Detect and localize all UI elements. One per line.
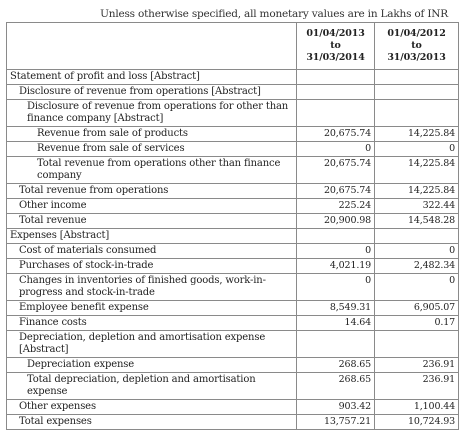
row-label: Total depreciation, depletion and amortisation expense xyxy=(7,373,297,400)
value-2013 xyxy=(375,331,459,358)
table-row xyxy=(7,415,459,430)
row-label: Disclosure of revenue from operations [Abstract] xyxy=(7,85,297,100)
value-2013: 14,225.84 xyxy=(375,157,459,184)
value-2013: 14,225.84 xyxy=(375,127,459,142)
table-row xyxy=(7,199,459,214)
row-label: Total expenses xyxy=(7,415,297,430)
row-label: Employee benefit expense xyxy=(7,301,297,316)
value-2013: 0.17 xyxy=(375,316,459,331)
value-2014: 268.65 xyxy=(297,373,375,400)
row-label: Depreciation, depletion and amortisation expense [Abstract] xyxy=(7,331,297,358)
row-label: Disclosure of revenue from operations for other than finance company [Abstract] xyxy=(7,100,297,127)
value-2014 xyxy=(297,85,375,100)
row-label: Total revenue xyxy=(7,214,297,229)
table-row xyxy=(7,70,459,85)
row-label: Changes in inventories of finished goods, work-in-progress and stock-in-trade xyxy=(7,274,297,301)
table-row xyxy=(7,316,459,331)
table-header-row xyxy=(7,23,459,70)
table-row xyxy=(7,400,459,415)
row-label: Total revenue from operations other than finance company xyxy=(7,157,297,184)
table-row xyxy=(7,331,459,358)
units-note: Unless otherwise specified, all monetary values are in Lakhs of INR xyxy=(100,8,448,20)
value-2014: 0 xyxy=(297,274,375,301)
value-2014 xyxy=(297,229,375,244)
row-label: Other expenses xyxy=(7,400,297,415)
value-2014: 4,021.19 xyxy=(297,259,375,274)
table-row xyxy=(7,214,459,229)
value-2013: 0 xyxy=(375,274,459,301)
value-2014 xyxy=(297,331,375,358)
value-2014: 20,675.74 xyxy=(297,157,375,184)
period-column-header-2013: 01/04/2012 to 31/03/2013 xyxy=(375,23,459,70)
value-2013: 236.91 xyxy=(375,358,459,373)
value-2013: 14,225.84 xyxy=(375,184,459,199)
value-2013: 0 xyxy=(375,142,459,157)
profit-loss-table xyxy=(6,22,459,430)
value-2013: 2,482.34 xyxy=(375,259,459,274)
value-2013: 14,548.28 xyxy=(375,214,459,229)
table-row xyxy=(7,244,459,259)
table-row xyxy=(7,358,459,373)
period-column-header-2014: 01/04/2013 to 31/03/2014 xyxy=(297,23,375,70)
value-2013 xyxy=(375,229,459,244)
value-2013 xyxy=(375,70,459,85)
value-2014: 13,757.21 xyxy=(297,415,375,430)
table-row xyxy=(7,274,459,301)
value-2014: 903.42 xyxy=(297,400,375,415)
value-2013 xyxy=(375,85,459,100)
table-row xyxy=(7,127,459,142)
label-column-header xyxy=(7,23,297,70)
row-label: Revenue from sale of services xyxy=(7,142,297,157)
table-row xyxy=(7,259,459,274)
value-2013: 10,724.93 xyxy=(375,415,459,430)
table-row xyxy=(7,142,459,157)
row-label: Revenue from sale of products xyxy=(7,127,297,142)
table-row xyxy=(7,100,459,127)
value-2014: 20,675.74 xyxy=(297,184,375,199)
table-row xyxy=(7,229,459,244)
row-label: Other income xyxy=(7,199,297,214)
value-2014: 20,675.74 xyxy=(297,127,375,142)
table-row xyxy=(7,85,459,100)
value-2014: 14.64 xyxy=(297,316,375,331)
value-2013 xyxy=(375,100,459,127)
value-2013: 322.44 xyxy=(375,199,459,214)
value-2014 xyxy=(297,70,375,85)
value-2014 xyxy=(297,100,375,127)
value-2013: 0 xyxy=(375,244,459,259)
value-2014: 225.24 xyxy=(297,199,375,214)
value-2013: 236.91 xyxy=(375,373,459,400)
row-label: Finance costs xyxy=(7,316,297,331)
value-2014: 20,900.98 xyxy=(297,214,375,229)
value-2013: 1,100.44 xyxy=(375,400,459,415)
row-label: Purchases of stock-in-trade xyxy=(7,259,297,274)
value-2014: 0 xyxy=(297,142,375,157)
value-2013: 6,905.07 xyxy=(375,301,459,316)
table-row xyxy=(7,301,459,316)
row-label: Cost of materials consumed xyxy=(7,244,297,259)
row-label: Statement of profit and loss [Abstract] xyxy=(7,70,297,85)
table-row xyxy=(7,157,459,184)
table-row xyxy=(7,184,459,199)
value-2014: 8,549.31 xyxy=(297,301,375,316)
value-2014: 0 xyxy=(297,244,375,259)
table-row xyxy=(7,373,459,400)
row-label: Depreciation expense xyxy=(7,358,297,373)
value-2014: 268.65 xyxy=(297,358,375,373)
row-label: Total revenue from operations xyxy=(7,184,297,199)
row-label: Expenses [Abstract] xyxy=(7,229,297,244)
